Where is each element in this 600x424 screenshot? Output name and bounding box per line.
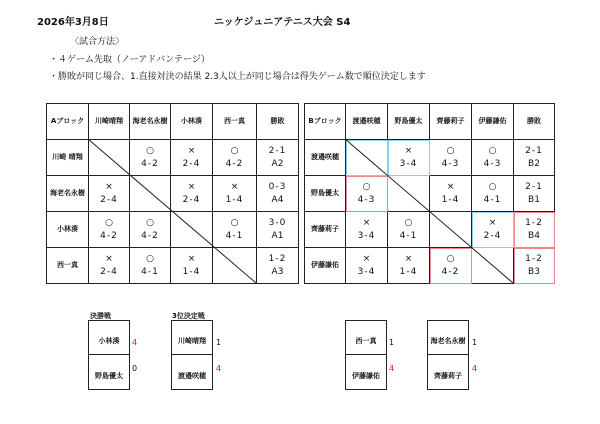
- match-score: 3-4: [357, 230, 376, 241]
- fifth-bottom-player: 伊藤謙佑: [352, 372, 380, 380]
- win-loss-record: 2-1: [525, 145, 543, 156]
- match-score: 4-1: [483, 194, 502, 205]
- seventh-place-bracket: [427, 320, 469, 390]
- rank-label: B3: [528, 266, 540, 277]
- third-place-label: 3位決定戦: [172, 312, 205, 320]
- win-loss-record: 1-2: [525, 217, 543, 228]
- match-score: 4-2: [441, 266, 460, 277]
- col-header: 小林湊: [171, 104, 213, 140]
- final-bottom-score: 0: [132, 364, 138, 373]
- record-cell: [257, 248, 299, 284]
- record-cell: [257, 176, 299, 212]
- match-score: 2-4: [100, 194, 118, 205]
- fifth-place-bracket: [345, 320, 387, 390]
- seventh-top-player: 海老名永樹: [430, 337, 466, 345]
- third-top-score: 1: [216, 338, 222, 347]
- match-score: 1-4: [399, 266, 418, 277]
- match-mark: ○: [146, 253, 154, 264]
- third-place-bracket: [171, 320, 213, 390]
- win-loss-record: 2-1: [525, 181, 543, 192]
- match-mark: ○: [362, 181, 371, 192]
- col-header: 伊藤謙佑: [472, 104, 514, 140]
- rank-label: B2: [528, 158, 540, 169]
- match-score: 4-2: [225, 158, 244, 169]
- third-top-player: 川崎晴翔: [178, 337, 206, 345]
- rule-line-2: ・勝敗が同じ場合、1.直接対決の結果 2.3人以上が同じ場合は得失ゲーム数で順位決定します: [49, 72, 426, 82]
- col-header: 西一真: [213, 104, 257, 140]
- match-mark: ×: [404, 145, 413, 156]
- win-loss-record: 1-2: [525, 253, 543, 264]
- match-mark: ×: [230, 181, 239, 192]
- rank-label: A1: [271, 230, 284, 241]
- match-mark: ×: [105, 253, 113, 264]
- row-player-name: 齊藤莉子: [305, 212, 346, 248]
- match-score: 4-3: [357, 194, 376, 205]
- win-loss-record: 1-2: [268, 253, 287, 264]
- match-score: 4-3: [441, 158, 460, 169]
- match-mark: ×: [488, 217, 497, 228]
- match-mark: ×: [187, 253, 196, 264]
- row-player-name: 海老名永樹: [47, 176, 89, 212]
- match-score: 1-4: [182, 266, 201, 277]
- record-cell: [257, 212, 299, 248]
- match-mark: ○: [446, 253, 455, 264]
- match-mark: ○: [488, 181, 497, 192]
- record-cell: [514, 248, 555, 284]
- match-mark: ○: [230, 145, 239, 156]
- match-score: 4-2: [141, 158, 159, 169]
- match-mark: ×: [187, 145, 196, 156]
- block-a-diagonal: [88, 139, 256, 283]
- rank-label: A4: [271, 194, 284, 205]
- result-header: 勝敗: [257, 104, 299, 140]
- match-mark: ×: [362, 217, 371, 228]
- block-b-diagonal: [345, 139, 513, 283]
- format-heading: 〈試合方法〉: [70, 37, 125, 47]
- row-player-name: 川崎 晴翔: [47, 140, 89, 176]
- record-cell: [257, 140, 299, 176]
- match-score: 4-3: [483, 158, 502, 169]
- col-header: 野島優太: [388, 104, 430, 140]
- match-mark: ○: [146, 145, 154, 156]
- win-loss-record: 2-1: [268, 145, 287, 156]
- match-score: 3-4: [357, 266, 376, 277]
- seventh-top-score: 1: [472, 338, 478, 347]
- final-top-player: 小林湊: [98, 337, 120, 345]
- record-cell: [514, 176, 555, 212]
- row-player-name: 伊藤謙佑: [305, 248, 346, 284]
- match-mark: ○: [230, 217, 239, 228]
- col-header: 川崎晴翔: [89, 104, 130, 140]
- rank-label: B4: [528, 230, 540, 241]
- seventh-bottom-player: 齊藤莉子: [434, 372, 462, 380]
- tournament-date: 2026年3月8日: [37, 17, 109, 28]
- result-header: 勝敗: [514, 104, 555, 140]
- match-score: 1-4: [225, 194, 244, 205]
- seventh-bottom-score: 4: [472, 364, 478, 373]
- match-mark: ×: [362, 253, 371, 264]
- row-player-name: 小林湊: [47, 212, 89, 248]
- match-mark: ×: [105, 181, 113, 192]
- col-header: 海老名永樹: [130, 104, 171, 140]
- rank-label: B1: [528, 194, 540, 205]
- record-cell: [514, 212, 555, 248]
- col-header: 齊藤莉子: [430, 104, 472, 140]
- row-player-name: 西一真: [47, 248, 89, 284]
- fifth-top-score: 1: [389, 338, 395, 347]
- tournament-title: ニッケジュニアテニス大会 S4: [214, 17, 351, 28]
- match-mark: ×: [404, 253, 413, 264]
- final-label: 決勝戦: [90, 312, 111, 320]
- win-loss-record: 0-3: [268, 181, 287, 192]
- match-score: 4-2: [141, 230, 159, 241]
- match-mark: ○: [446, 145, 455, 156]
- rank-label: A2: [271, 158, 284, 169]
- match-mark: ○: [105, 217, 113, 228]
- record-cell: [514, 140, 555, 176]
- match-score: 2-4: [182, 194, 201, 205]
- match-mark: ○: [488, 145, 497, 156]
- match-score: 1-4: [441, 194, 460, 205]
- col-header: 渡邉咲穂: [346, 104, 388, 140]
- match-mark: ○: [404, 217, 413, 228]
- final-bracket: [88, 320, 130, 390]
- match-mark: ×: [187, 181, 196, 192]
- block-b-label: Bブロック: [305, 104, 346, 140]
- row-player-name: 渡邉咲穂: [305, 140, 346, 176]
- rule-line-1: ・４ゲーム先取（ノーアドバンテージ）: [49, 55, 210, 65]
- match-score: 2-4: [182, 158, 201, 169]
- match-mark: ○: [146, 217, 154, 228]
- fifth-bottom-score: 4: [389, 364, 395, 373]
- block-a-label: Aブロック: [47, 104, 89, 140]
- third-bottom-score: 4: [216, 364, 222, 373]
- match-mark: ×: [446, 181, 455, 192]
- final-top-score: 4: [132, 338, 138, 347]
- match-score: 3-4: [399, 158, 418, 169]
- fifth-top-player: 西一真: [355, 337, 377, 345]
- match-score: 4-1: [399, 230, 418, 241]
- rank-label: A3: [271, 266, 284, 277]
- match-score: 2-4: [483, 230, 502, 241]
- final-bottom-player: 野島優太: [95, 372, 123, 380]
- match-score: 4-2: [100, 230, 118, 241]
- row-player-name: 野島優太: [305, 176, 346, 212]
- match-score: 4-1: [225, 230, 244, 241]
- match-score: 4-1: [141, 266, 159, 277]
- match-score: 2-4: [100, 266, 118, 277]
- third-bottom-player: 渡邉咲穂: [178, 372, 206, 380]
- win-loss-record: 3-0: [268, 217, 287, 228]
